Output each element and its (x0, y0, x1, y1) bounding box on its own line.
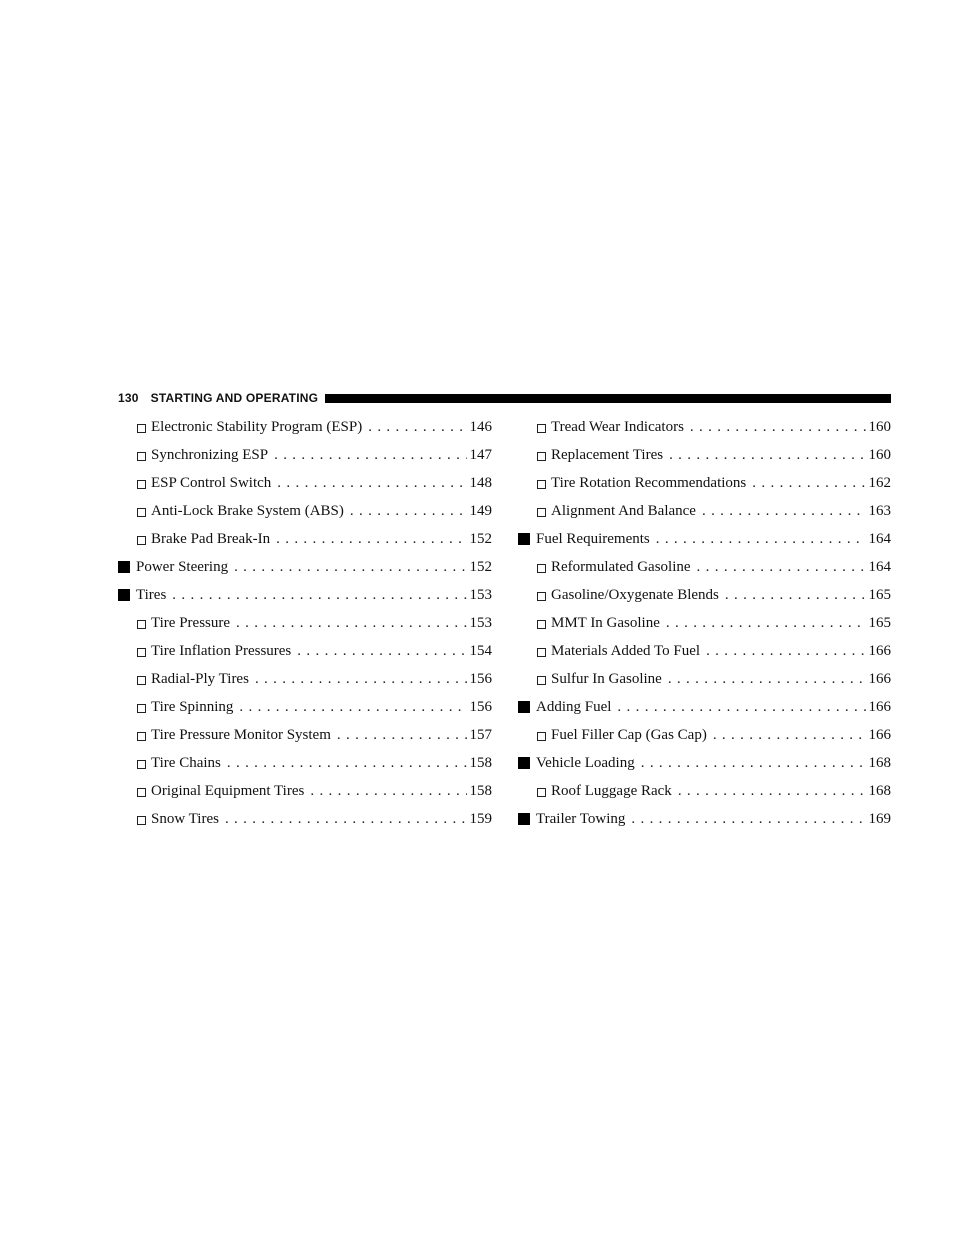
open-square-bullet-icon (137, 788, 146, 797)
toc-entry-label: Synchronizing ESP (151, 446, 269, 463)
filled-square-bullet-icon (118, 561, 130, 573)
open-square-bullet-icon (137, 620, 146, 629)
open-square-bullet-icon (137, 676, 146, 685)
toc-entry[interactable] (518, 777, 891, 805)
open-square-bullet-icon (537, 480, 546, 489)
open-square-bullet-icon (137, 816, 146, 825)
toc-entry[interactable] (118, 525, 492, 553)
toc-entry[interactable] (118, 637, 492, 665)
section-title: STARTING AND OPERATING (150, 391, 319, 405)
filled-square-bullet-icon (518, 813, 530, 825)
toc-entry-page: 168 (868, 782, 891, 799)
dot-leader (631, 811, 865, 828)
toc-entry-label: Vehicle Loading (536, 754, 635, 771)
filled-square-bullet-icon (118, 589, 130, 601)
dot-leader (690, 419, 866, 436)
toc-entry-page: 166 (868, 698, 891, 715)
dot-leader (368, 419, 466, 436)
toc-entry-label: Power Steering (136, 558, 229, 575)
toc-entry[interactable] (118, 413, 492, 441)
toc-entry-page: 159 (469, 810, 492, 827)
dot-leader (225, 811, 467, 828)
toc-entry-page: 160 (868, 418, 891, 435)
toc-entry-page: 165 (868, 614, 891, 631)
toc-entry[interactable] (118, 497, 492, 525)
toc-entry-label: ESP Control Switch (151, 474, 272, 491)
toc-entry[interactable] (518, 609, 891, 637)
toc-entry-page: 156 (469, 698, 492, 715)
dot-leader (234, 559, 466, 576)
toc-entry[interactable] (518, 637, 891, 665)
toc-entry-label: Reformulated Gasoline (551, 558, 691, 575)
toc-entry-label: Radial-Ply Tires (151, 670, 249, 687)
toc-entry[interactable] (118, 581, 492, 609)
dot-leader (666, 615, 866, 632)
open-square-bullet-icon (537, 592, 546, 601)
open-square-bullet-icon (137, 480, 146, 489)
toc-entry-page: 160 (868, 446, 891, 463)
dot-leader (255, 671, 467, 688)
toc-entry-page: 164 (868, 558, 891, 575)
toc-entry-label: Roof Luggage Rack (551, 782, 672, 799)
toc-entry-page: 148 (469, 474, 492, 491)
open-square-bullet-icon (137, 760, 146, 769)
toc-entry[interactable] (518, 805, 891, 833)
toc-entry-page: 149 (469, 502, 492, 519)
toc-entry-page: 166 (868, 670, 891, 687)
toc-entry-label: Original Equipment Tires (151, 782, 305, 799)
dot-leader (277, 475, 466, 492)
toc-entry-page: 164 (868, 530, 891, 547)
toc-entry-page: 156 (469, 670, 492, 687)
dot-leader (752, 475, 865, 492)
toc-entry[interactable] (118, 441, 492, 469)
open-square-bullet-icon (537, 620, 546, 629)
toc-entry[interactable] (518, 693, 891, 721)
toc-entry[interactable] (118, 665, 492, 693)
toc-entry-page: 163 (868, 502, 891, 519)
toc-entry[interactable] (518, 525, 891, 553)
toc-entry-label: Electronic Stability Program (ESP) (151, 418, 363, 435)
open-square-bullet-icon (537, 788, 546, 797)
toc-entry-page: 146 (469, 418, 492, 435)
toc-entry-page: 162 (868, 474, 891, 491)
dot-leader (669, 447, 865, 464)
page-number: 130 (118, 391, 139, 405)
open-square-bullet-icon (537, 648, 546, 657)
toc-entry-label: Fuel Filler Cap (Gas Cap) (551, 726, 707, 743)
dot-leader (337, 727, 467, 744)
toc-entry[interactable] (118, 805, 492, 833)
toc-entry-label: Tire Chains (151, 754, 221, 771)
dot-leader (617, 699, 865, 716)
toc-entry-label: Adding Fuel (536, 698, 612, 715)
toc-entry-label: Sulfur In Gasoline (551, 670, 662, 687)
filled-square-bullet-icon (518, 757, 530, 769)
toc-entry-label: Tires (136, 586, 167, 603)
toc-entry-page: 158 (469, 754, 492, 771)
open-square-bullet-icon (137, 508, 146, 517)
toc-entry-label: Tire Rotation Recommendations (551, 474, 747, 491)
dot-leader (641, 755, 866, 772)
toc-entry-label: Materials Added To Fuel (551, 642, 701, 659)
toc-entry-label: Anti-Lock Brake System (ABS) (151, 502, 344, 519)
header-rule (325, 394, 891, 403)
dot-leader (713, 727, 866, 744)
toc-entry[interactable] (118, 777, 492, 805)
dot-leader (236, 615, 466, 632)
dot-leader (276, 531, 466, 548)
toc-entry[interactable] (118, 609, 492, 637)
dot-leader (725, 587, 866, 604)
open-square-bullet-icon (537, 424, 546, 433)
toc-entry[interactable] (118, 553, 492, 581)
toc-entry-label: Fuel Requirements (536, 530, 650, 547)
filled-square-bullet-icon (518, 701, 530, 713)
toc-entry-page: 166 (868, 726, 891, 743)
dot-leader (172, 587, 466, 604)
open-square-bullet-icon (137, 732, 146, 741)
dot-leader (310, 783, 466, 800)
dot-leader (678, 783, 866, 800)
toc-entry-page: 154 (469, 642, 492, 659)
dot-leader (274, 447, 466, 464)
toc-entry[interactable] (118, 721, 492, 749)
dot-leader (706, 643, 865, 660)
toc-entry[interactable] (518, 749, 891, 777)
dot-leader (702, 503, 866, 520)
toc-entry-label: Brake Pad Break-In (151, 530, 271, 547)
toc-entry-page: 157 (469, 726, 492, 743)
toc-entry[interactable] (118, 749, 492, 777)
toc-entry-label: MMT In Gasoline (551, 614, 660, 631)
toc-right-column (518, 413, 891, 833)
open-square-bullet-icon (137, 424, 146, 433)
open-square-bullet-icon (137, 704, 146, 713)
open-square-bullet-icon (537, 508, 546, 517)
toc-entry-page: 152 (469, 530, 492, 547)
toc-entry-label: Tire Inflation Pressures (151, 642, 292, 659)
toc-entry[interactable] (518, 497, 891, 525)
toc-entry-page: 153 (469, 586, 492, 603)
toc-entry[interactable] (518, 581, 891, 609)
toc-entry-page: 158 (469, 782, 492, 799)
open-square-bullet-icon (137, 648, 146, 657)
dot-leader (239, 699, 466, 716)
open-square-bullet-icon (137, 536, 146, 545)
dot-leader (656, 531, 866, 548)
toc-entry-label: Tire Pressure Monitor System (151, 726, 331, 743)
dot-leader (697, 559, 866, 576)
toc-left-column (118, 413, 492, 833)
toc-entry-page: 147 (469, 446, 492, 463)
toc-entry[interactable] (518, 553, 891, 581)
toc-entry-page: 153 (469, 614, 492, 631)
dot-leader (668, 671, 866, 688)
toc-entry-page: 152 (469, 558, 492, 575)
open-square-bullet-icon (537, 732, 546, 741)
toc-entry-label: Tire Pressure (151, 614, 231, 631)
filled-square-bullet-icon (518, 533, 530, 545)
open-square-bullet-icon (537, 564, 546, 573)
toc-entry-label: Snow Tires (151, 810, 219, 827)
toc-entry-page: 168 (868, 754, 891, 771)
toc-entry-page: 169 (868, 810, 891, 827)
toc-entry-label: Tire Spinning (151, 698, 234, 715)
toc-entry-page: 165 (868, 586, 891, 603)
toc-entry-page: 166 (868, 642, 891, 659)
dot-leader (297, 643, 466, 660)
page-header (118, 390, 891, 406)
toc-entry[interactable] (118, 469, 492, 497)
toc-entry[interactable] (118, 693, 492, 721)
open-square-bullet-icon (137, 452, 146, 461)
toc-entry-label: Gasoline/Oxygenate Blends (551, 586, 719, 603)
toc-entry-label: Replacement Tires (551, 446, 664, 463)
toc-entry-label: Trailer Towing (536, 810, 626, 827)
toc-entry[interactable] (518, 469, 891, 497)
toc-entry-label: Alignment And Balance (551, 502, 696, 519)
toc-entry[interactable] (518, 413, 891, 441)
dot-leader (227, 755, 467, 772)
open-square-bullet-icon (537, 452, 546, 461)
dot-leader (350, 503, 467, 520)
toc-entry[interactable] (518, 721, 891, 749)
toc-entry[interactable] (518, 441, 891, 469)
open-square-bullet-icon (537, 676, 546, 685)
toc-entry[interactable] (518, 665, 891, 693)
toc-entry-label: Tread Wear Indicators (551, 418, 684, 435)
